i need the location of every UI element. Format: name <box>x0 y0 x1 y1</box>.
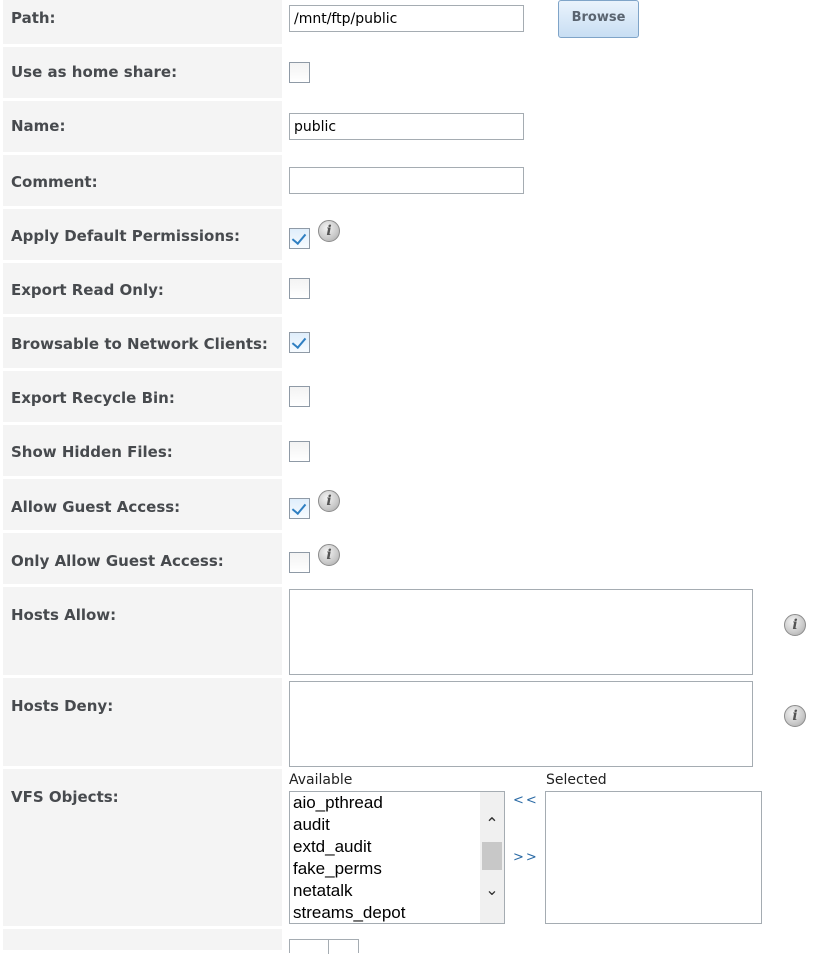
only-guest-checkbox[interactable] <box>289 552 310 573</box>
only-guest-row <box>0 533 818 584</box>
guest-access-label: Allow Guest Access: <box>11 498 181 516</box>
label-cell <box>3 47 282 98</box>
list-item[interactable]: netatalk <box>293 881 353 900</box>
vfs-row <box>0 769 818 926</box>
comment-label: Comment: <box>11 173 98 191</box>
info-icon[interactable]: i <box>318 490 340 512</box>
path-label: Path: <box>11 9 56 27</box>
info-icon[interactable]: i <box>318 544 340 566</box>
home-share-checkbox[interactable] <box>289 62 310 83</box>
selected-listbox[interactable] <box>545 791 762 924</box>
list-item[interactable]: aio_pthread <box>293 793 383 812</box>
list-item[interactable]: extd_audit <box>293 837 372 856</box>
available-listbox[interactable] <box>289 791 505 924</box>
scroll-thumb[interactable] <box>482 842 502 870</box>
list-item[interactable]: audit <box>293 815 330 834</box>
number-stepper[interactable] <box>289 939 359 953</box>
read-only-checkbox[interactable] <box>289 278 310 299</box>
vfs-label: VFS Objects: <box>11 788 119 806</box>
browsable-label: Browsable to Network Clients: <box>11 335 268 353</box>
recycle-bin-checkbox[interactable] <box>289 386 310 407</box>
hidden-files-row <box>0 425 818 476</box>
recycle-bin-row <box>0 371 818 422</box>
only-guest-label: Only Allow Guest Access: <box>11 552 224 570</box>
scrollbar[interactable] <box>480 792 504 923</box>
info-icon[interactable]: i <box>318 220 340 242</box>
home-share-row <box>0 47 818 98</box>
name-row <box>0 101 818 152</box>
selected-label: Selected <box>546 772 607 788</box>
list-item[interactable]: streams_depot <box>293 903 406 922</box>
label-cell <box>3 155 282 206</box>
hosts-allow-textarea[interactable] <box>289 589 753 675</box>
read-only-row <box>0 263 818 314</box>
move-left-button[interactable]: << <box>513 793 539 808</box>
name-input[interactable] <box>289 113 524 140</box>
label-cell <box>3 769 282 926</box>
hosts-deny-textarea[interactable] <box>289 681 753 767</box>
name-label: Name: <box>11 117 66 135</box>
comment-row <box>0 155 818 206</box>
default-permissions-row <box>0 209 818 260</box>
label-cell <box>3 317 282 368</box>
guest-access-row <box>0 479 818 530</box>
read-only-label: Export Read Only: <box>11 281 164 299</box>
label-cell <box>3 209 282 260</box>
available-list <box>290 792 504 924</box>
hosts-deny-label: Hosts Deny: <box>11 697 114 715</box>
default-permissions-checkbox[interactable] <box>289 228 310 249</box>
info-icon[interactable]: i <box>784 614 806 636</box>
label-cell <box>3 0 282 44</box>
guest-access-checkbox[interactable] <box>289 498 310 519</box>
hidden-files-label: Show Hidden Files: <box>11 443 173 461</box>
default-permissions-label: Apply Default Permissions: <box>11 227 240 245</box>
home-share-label: Use as home share: <box>11 63 178 81</box>
hosts-allow-row <box>0 587 818 675</box>
label-cell <box>3 263 282 314</box>
label-cell <box>3 479 282 530</box>
label-cell <box>3 425 282 476</box>
label-cell <box>3 371 282 422</box>
path-row <box>0 0 818 44</box>
label-cell <box>3 587 282 675</box>
comment-input[interactable] <box>289 167 524 194</box>
label-cell <box>3 533 282 584</box>
path-input[interactable] <box>289 5 524 32</box>
browse-button[interactable]: Browse <box>558 0 639 38</box>
next-row-partial <box>0 929 818 950</box>
list-item[interactable]: fake_perms <box>293 859 382 878</box>
hidden-files-checkbox[interactable] <box>289 441 310 462</box>
move-right-button[interactable]: >> <box>513 850 539 865</box>
hosts-deny-row <box>0 678 818 766</box>
recycle-bin-label: Export Recycle Bin: <box>11 389 175 407</box>
label-cell <box>3 929 282 950</box>
label-cell <box>3 101 282 152</box>
chevron-down-icon[interactable]: ⌄ <box>485 880 499 899</box>
hosts-allow-label: Hosts Allow: <box>11 606 117 624</box>
info-icon[interactable]: i <box>784 705 806 727</box>
browsable-checkbox[interactable] <box>289 332 310 353</box>
label-cell <box>3 678 282 766</box>
available-label: Available <box>289 772 353 788</box>
browsable-row <box>0 317 818 368</box>
chevron-up-icon[interactable]: ⌃ <box>485 814 499 833</box>
